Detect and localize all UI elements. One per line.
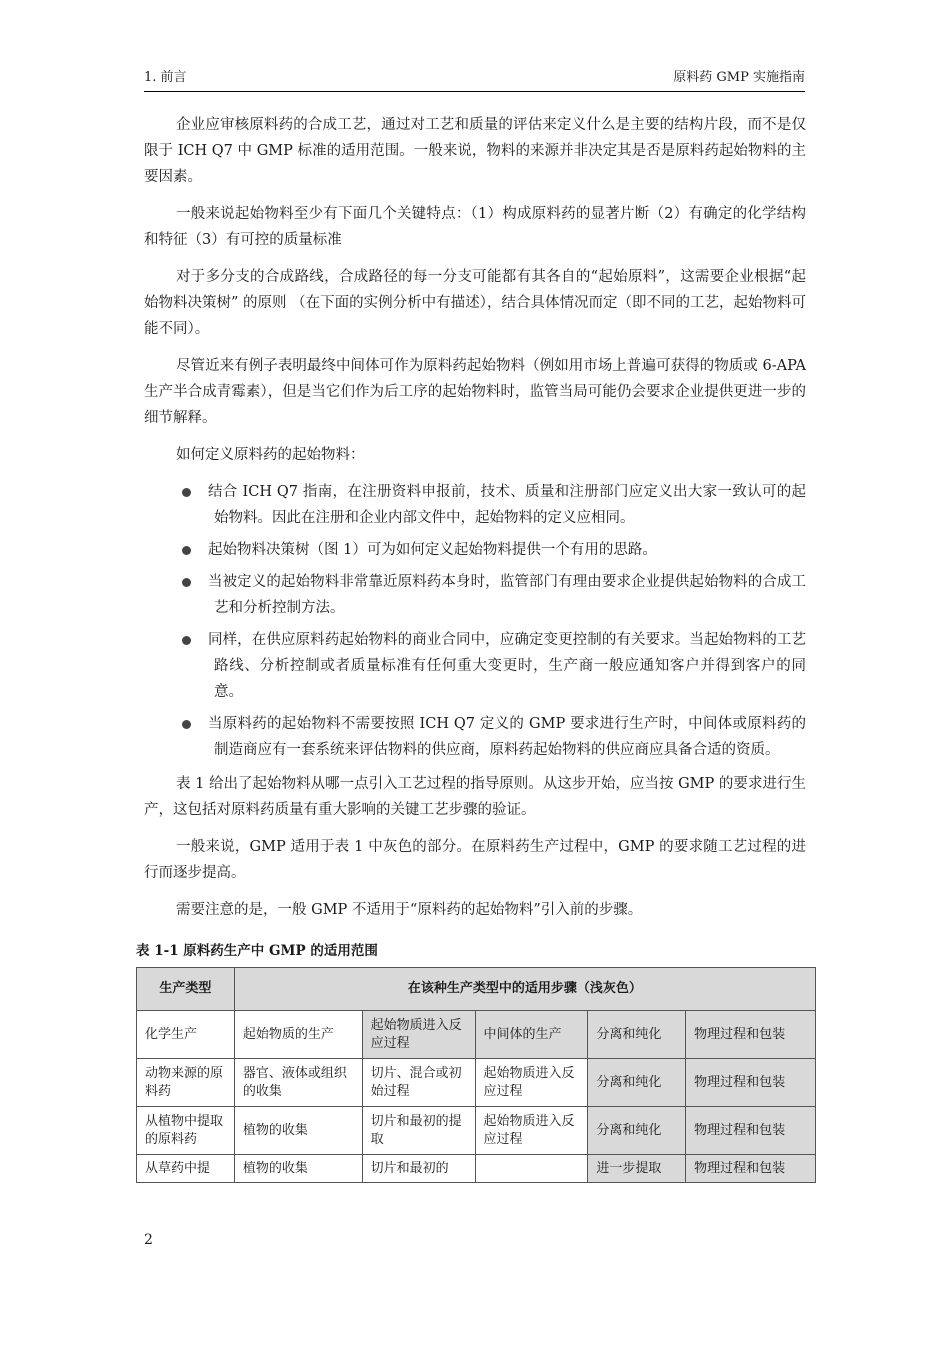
paragraph: 企业应审核原料药的合成工艺，通过对工艺和质量的评估来定义什么是主要的结构片段，而不是仅限于 ICH Q7 中 GMP 标准的适用范围。一般来说，物料的来源并非决定其是否是原料药起始物料的主要因素。 — [144, 117, 806, 185]
list-item-text: 起始物料决策树（图 1）可为如何定义起始物料提供一个有用的思路。 — [208, 542, 657, 558]
header-section-title: 1. 前言 — [144, 70, 187, 85]
paragraph: 需要注意的是，一般 GMP 不适用于“原料药的起始物料”引入前的步骤。 — [176, 902, 643, 918]
table-caption: 表 1-1 原料药生产中 GMP 的适用范围 — [136, 943, 378, 959]
bullet-list — [144, 479, 806, 763]
bullet-icon — [182, 720, 191, 729]
bullet-icon — [182, 636, 191, 645]
table-cell: 分离和纯化 — [588, 1059, 686, 1107]
paragraph: 一般来说起始物料至少有下面几个关键特点：（1）构成原料药的显著片断（2）有确定的化学结构和特征（3）有可控的质量标准 — [144, 206, 806, 248]
paragraph: 表 1 给出了起始物料从哪一点引入工艺过程的指导原则。从这步开始，应当按 GMP 的要求进行生产，这包括对原料药质量有重大影响的关键工艺步骤的验证。 — [144, 776, 806, 818]
list-item — [144, 711, 806, 763]
table-cell: 化学生产 — [137, 1011, 235, 1059]
page-body — [136, 112, 806, 1183]
paragraph: 尽管近来有例子表明最终中间体可作为原料药起始物料（例如用市场上普遍可获得的物质或 6-APA 生产半合成青霉素），但是当它们作为后工序的起始物料时，监管当局可能仍会要求企业提供更进一步的细节解释。 — [144, 358, 806, 426]
table-cell: 分离和纯化 — [588, 1011, 686, 1059]
table-cell: 起始物质进入反应过程 — [362, 1011, 475, 1059]
list-item-text: 当原料药的起始物料不需要按照 ICH Q7 定义的 GMP 要求进行生产时，中间体或原料药的制造商应有一套系统来评估物料的供应商，原料药起始物料的供应商应具备合适的资质。 — [208, 716, 806, 758]
table-cell: 植物的收集 — [234, 1107, 362, 1155]
header-cell-steps: 在该种生产类型中的适用步骤（浅灰色） — [234, 968, 815, 1011]
header-cell-type: 生产类型 — [137, 968, 235, 1011]
list-item — [144, 569, 806, 621]
table-cell: 植物的收集 — [234, 1155, 362, 1183]
bullet-icon — [182, 578, 191, 587]
paragraph: 对于多分支的合成路线，合成路径的每一分支可能都有其各自的“起始原料”，这需要企业根据“起始物料决策树” 的原则 （在下面的实例分析中有描述），结合具体情况而定（即不同的工艺，起始物料可能不同）。 — [144, 269, 806, 337]
table-cell: 切片和最初的 — [362, 1155, 475, 1183]
table-cell: 从草药中提 — [137, 1155, 235, 1183]
list-item — [144, 627, 806, 705]
list-item-text: 结合 ICH Q7 指南，在注册资料申报前，技术、质量和注册部门应定义出大家一致认可的起始物料。因此在注册和企业内部文件中，起始物料的定义应相同。 — [208, 484, 806, 526]
table-header-row — [137, 968, 816, 1011]
table-cell: 物理过程和包装 — [686, 1011, 816, 1059]
paragraph: 如何定义原料药的起始物料： — [176, 447, 365, 463]
table-row — [137, 1059, 816, 1107]
header-book-title: 原料药 GMP 实施指南 — [673, 70, 805, 85]
table-cell — [475, 1155, 588, 1183]
table-cell: 切片、混合或初始过程 — [362, 1059, 475, 1107]
table-cell: 物理过程和包装 — [686, 1155, 816, 1183]
table-cell: 中间体的生产 — [475, 1011, 588, 1059]
table-cell: 起始物质进入反应过程 — [475, 1059, 588, 1107]
table-cell: 进一步提取 — [588, 1155, 686, 1183]
table-row — [137, 1107, 816, 1155]
gmp-scope-table — [136, 967, 816, 1183]
bullet-icon — [182, 546, 191, 555]
list-item — [144, 479, 806, 531]
bullet-icon — [182, 488, 191, 497]
page-number: 2 — [144, 1232, 153, 1248]
table-cell: 切片和最初的提取 — [362, 1107, 475, 1155]
header-divider — [144, 91, 805, 92]
table-cell: 从植物中提取的原料药 — [137, 1107, 235, 1155]
table-cell: 动物来源的原料药 — [137, 1059, 235, 1107]
table-cell: 分离和纯化 — [588, 1107, 686, 1155]
list-item-text: 当被定义的起始物料非常靠近原料药本身时，监管部门有理由要求企业提供起始物料的合成工艺和分析控制方法。 — [208, 574, 806, 616]
table-cell: 物理过程和包装 — [686, 1107, 816, 1155]
paragraph: 一般来说，GMP 适用于表 1 中灰色的部分。在原料药生产过程中，GMP 的要求随工艺过程的进行而逐步提高。 — [144, 839, 806, 881]
table-cell: 物理过程和包装 — [686, 1059, 816, 1107]
table-cell: 起始物质进入反应过程 — [475, 1107, 588, 1155]
list-item — [144, 537, 806, 563]
table-cell: 器官、液体或组织的收集 — [234, 1059, 362, 1107]
table-row — [137, 1155, 816, 1183]
table-row — [137, 1011, 816, 1059]
list-item-text: 同样，在供应原料药起始物料的商业合同中，应确定变更控制的有关要求。当起始物料的工艺路线、分析控制或者质量标准有任何重大变更时，生产商一般应通知客户并得到客户的同意。 — [208, 632, 806, 700]
table-cell: 起始物质的生产 — [234, 1011, 362, 1059]
